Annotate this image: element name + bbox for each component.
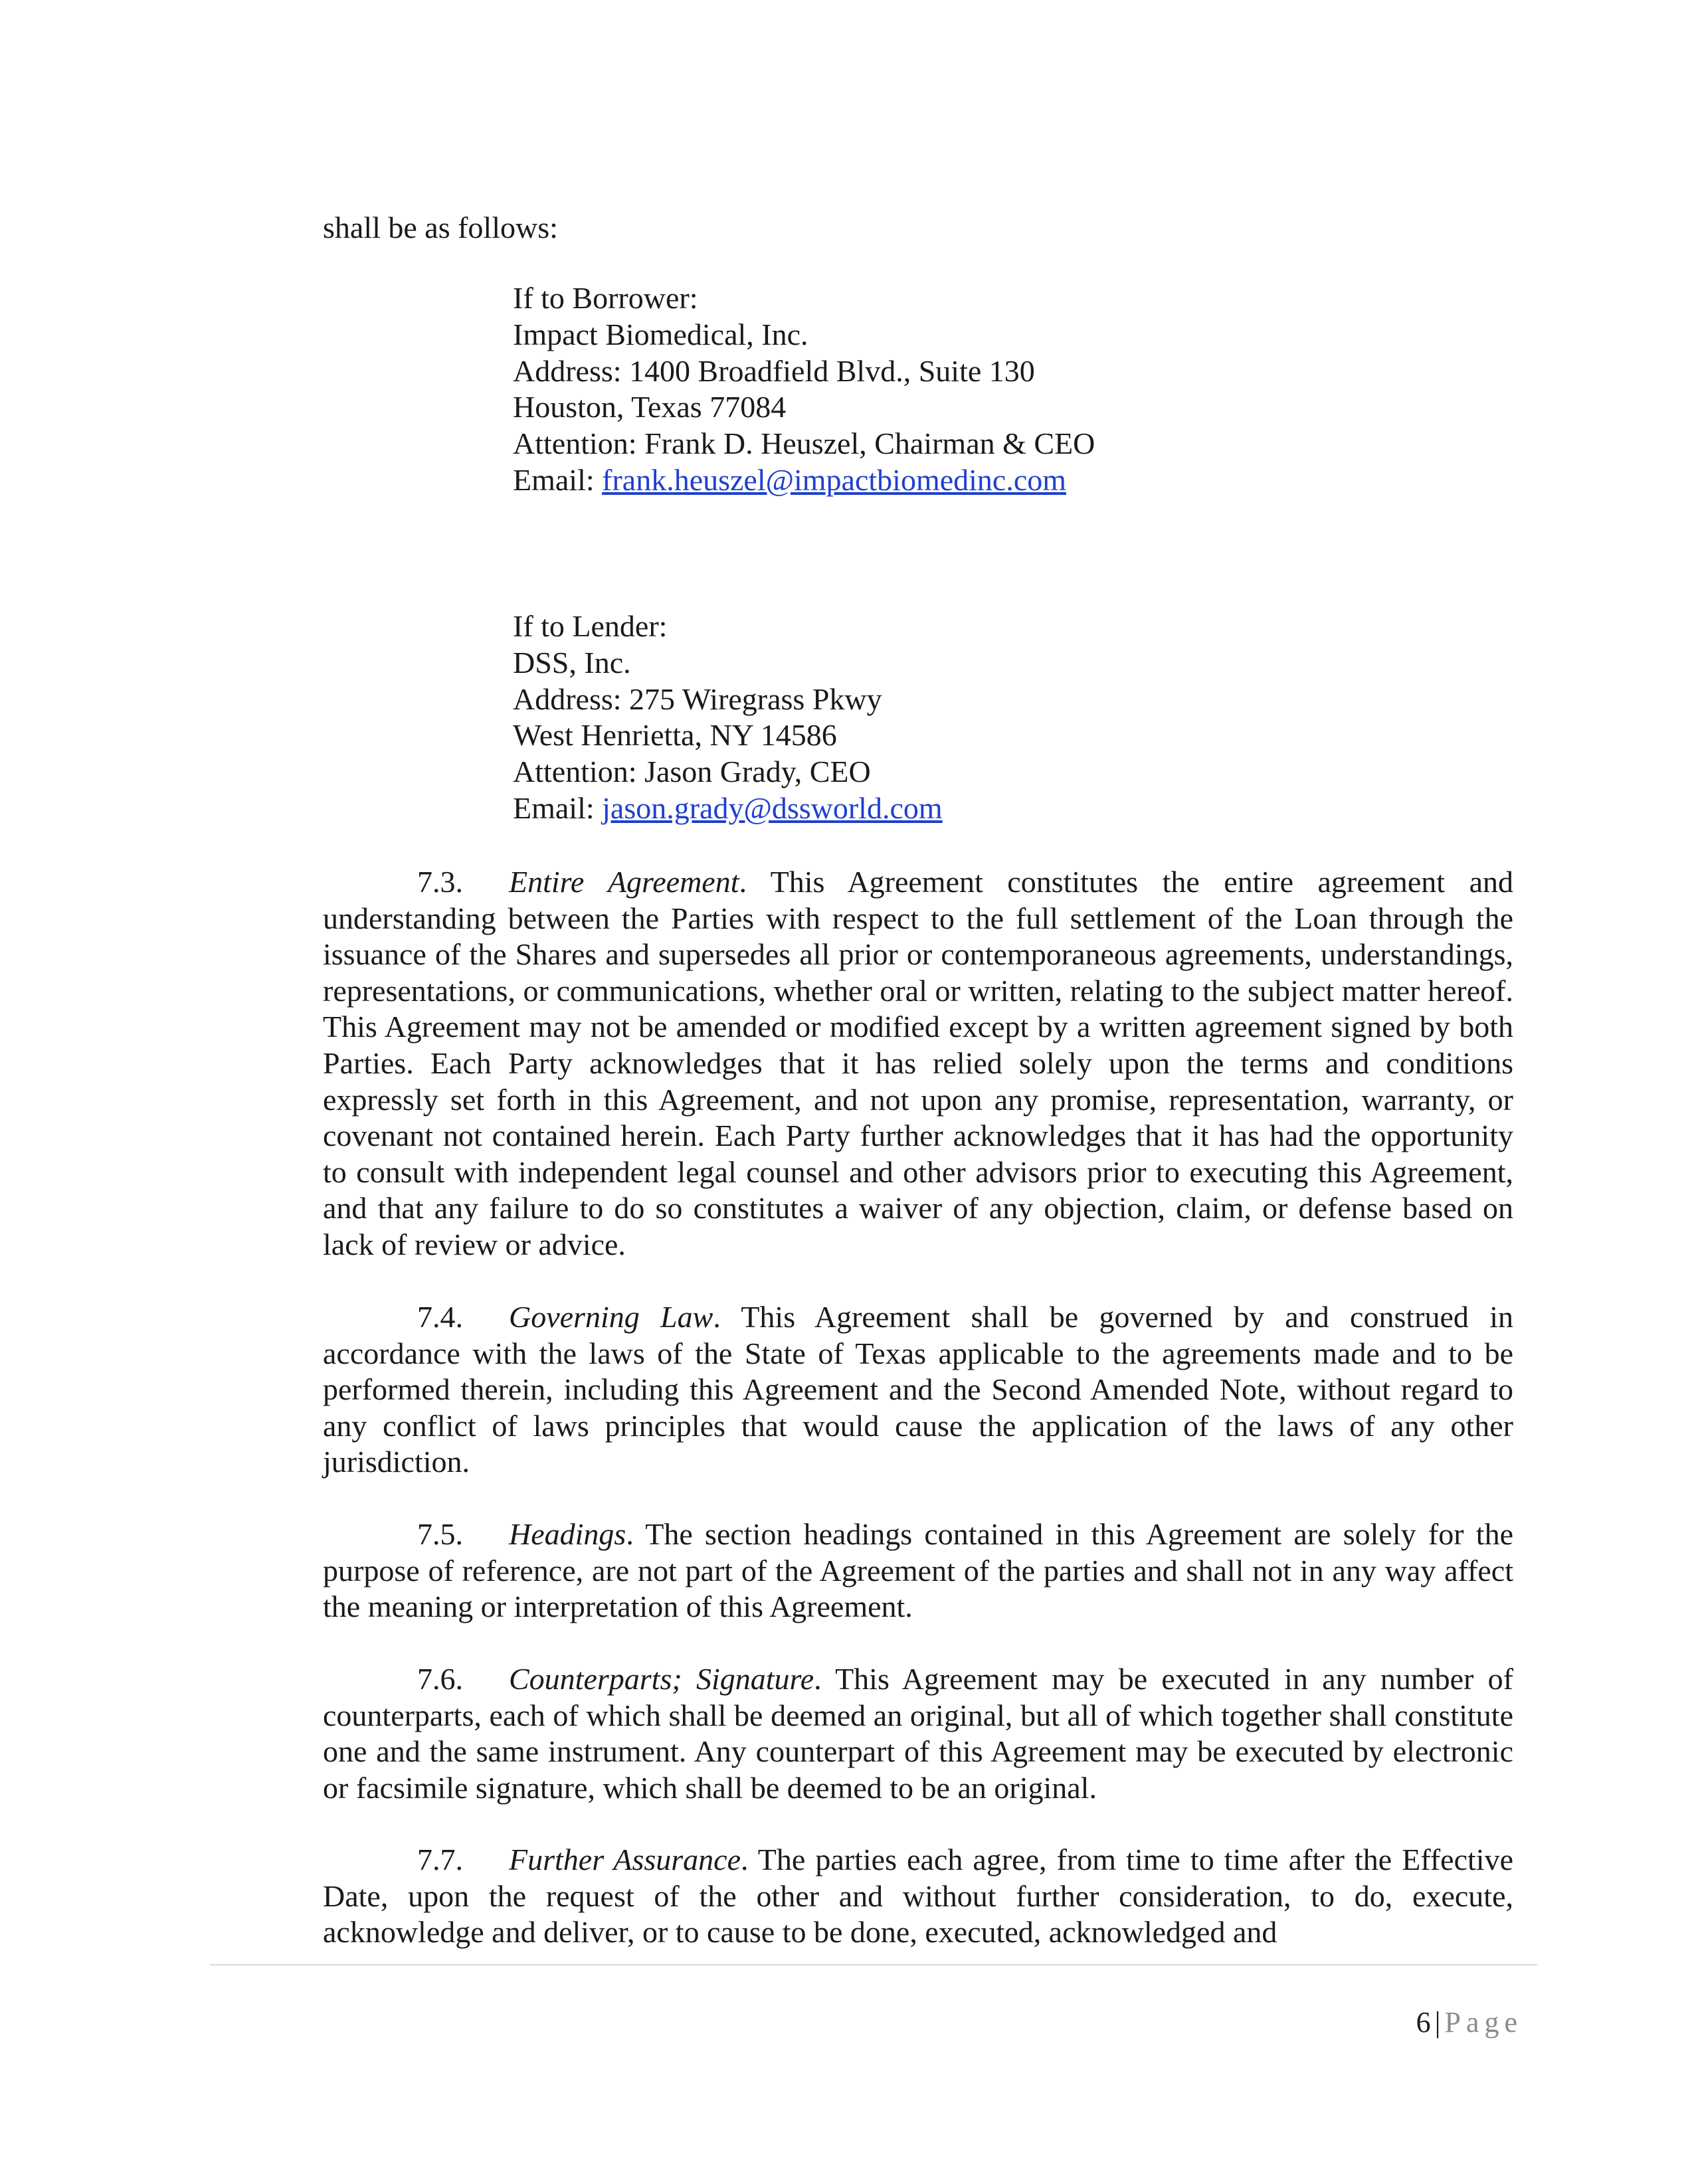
section-number: 7.7.: [417, 1843, 463, 1876]
page-label: Page: [1444, 2006, 1523, 2039]
section-text: . The parties each agree, from time to time after the Effective Date, upon the request of the other and without further consideration, to do, execute, acknowledge and deliver, or to cause to be done, executed, acknowledged and: [323, 1843, 1513, 1950]
borrower-email-row: [513, 462, 1095, 499]
lender-address-line1: Address: 275 Wiregrass Pkwy: [513, 682, 882, 716]
borrower-name: Impact Biomedical, Inc.: [513, 317, 808, 351]
page-footer: [1416, 2006, 1523, 2039]
borrower-attention: Attention: Frank D. Heuszel, Chairman & CEO: [513, 426, 1095, 461]
page-number: 6: [1416, 2006, 1431, 2039]
section-number: 7.6.: [417, 1662, 463, 1696]
lender-email-link[interactable]: jason.grady@dssworld.com: [602, 790, 943, 825]
intro-line: shall be as follows:: [323, 211, 558, 244]
section-title: Further Assurance: [509, 1843, 741, 1876]
section-number: 7.4.: [417, 1300, 463, 1334]
borrower-address-line2: Houston, Texas 77084: [513, 390, 787, 424]
section-number: 7.3.: [417, 865, 463, 899]
lender-heading: If to Lender:: [513, 609, 668, 643]
section-title: Counterparts; Signature: [509, 1662, 814, 1696]
section-text: . This Agreement shall be governed by and construed in accordance with the laws of the State of Texas applicable to the agreements made and to be performed therein, including this Agreement and the Second Amended Note, without regard to any conflict of laws principles that would cause the application of the laws of any other jurisdiction.: [323, 1300, 1513, 1479]
lender-email-row: [513, 790, 943, 827]
section-text: . This Agreement may be executed in any number of counterparts, each of which shall be deemed an original, but all of which together shall constitute one and the same instrument. Any counterpart of this Agreement may be executed by electronic or facsimile signature, which shall be deemed to be an original.: [323, 1662, 1513, 1805]
section-title: Headings: [509, 1517, 626, 1551]
borrower-address-line1: Address: 1400 Broadfield Blvd., Suite 130: [513, 353, 1035, 388]
lender-name: DSS, Inc.: [513, 645, 631, 680]
lender-address-line2: West Henrietta, NY 14586: [513, 718, 837, 753]
section-further-assurance: [323, 1842, 1513, 1951]
borrower-address-block: [513, 280, 1095, 499]
section-entire-agreement: [323, 864, 1513, 1263]
footer-separator: |: [1434, 2006, 1441, 2039]
section-title: Entire Agreement: [509, 865, 739, 899]
lender-email-label: Email:: [513, 790, 603, 825]
section-governing-law: [323, 1299, 1513, 1481]
borrower-heading: If to Borrower:: [513, 281, 698, 315]
footer-divider: [210, 1964, 1537, 1965]
borrower-email-link[interactable]: frank.heuszel@impactbiomedinc.com: [602, 462, 1067, 497]
section-counterparts-signature: [323, 1661, 1513, 1806]
lender-attention: Attention: Jason Grady, CEO: [513, 755, 871, 789]
borrower-email-label: Email:: [513, 462, 603, 497]
section-number: 7.5.: [417, 1517, 463, 1551]
section-title: Governing Law: [509, 1300, 713, 1334]
section-text: . The section headings contained in this Agreement are solely for the purpose of reference, are not part of the Agreement of the parties and shall not in any way affect the meaning or interpretation of this Agreement.: [323, 1517, 1513, 1624]
section-text: . This Agreement constitutes the entire agreement and understanding between the Parties with respect to the full settlement of the Loan through the issuance of the Shares and supersedes all prior or contemporaneous agreements, understandings, representations, or communications, whether oral or written, relating to the subject matter hereof. This Agreement may not be amended or modified except by a written agreement signed by both Parties. Each Party acknowledges that it has relied solely upon the terms and conditions expressly set forth in this Agreement, and not upon any promise, representation, warranty, or covenant not contained herein. Each Party further acknowledges that it has had the opportunity to consult with independent legal counsel and other advisors prior to executing this Agreement, and that any failure to do so constitutes a waiver of any objection, claim, or defense based on lack of review or advice.: [323, 865, 1513, 1261]
lender-address-block: [513, 608, 943, 827]
section-headings: [323, 1516, 1513, 1625]
